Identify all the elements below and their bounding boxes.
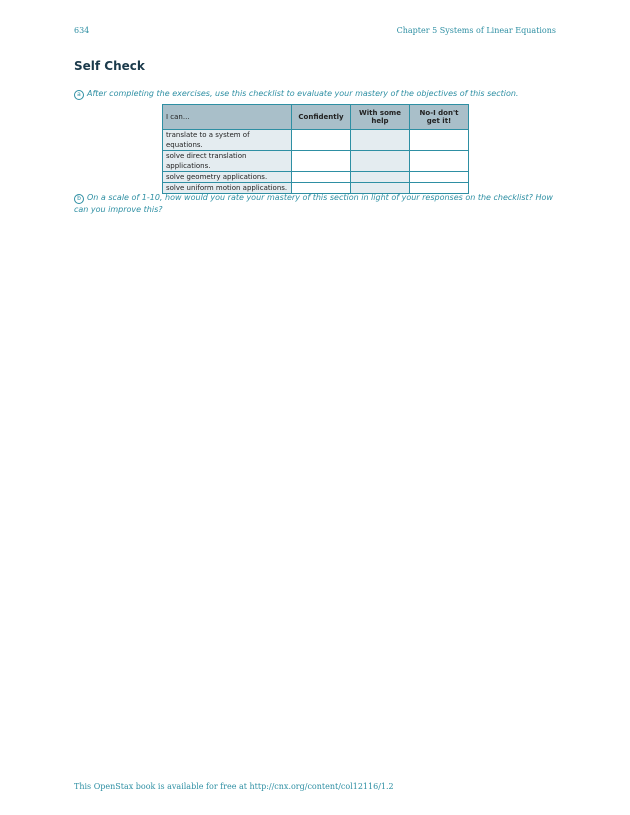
footer-note: This OpenStax book is available for free at http://cnx.org/content/col12116/1.2 <box>74 782 394 791</box>
confidently-cell[interactable] <box>292 130 351 151</box>
self-check-table <box>162 104 469 194</box>
with-some-help-cell[interactable] <box>351 151 410 172</box>
table-row <box>163 172 469 183</box>
prompt-b <box>74 192 558 215</box>
confidently-cell[interactable] <box>292 172 351 183</box>
circle-a-icon: a <box>74 90 84 100</box>
chapter-title: Chapter 5 Systems of Linear Equations <box>396 26 556 35</box>
page-number: 634 <box>74 26 90 35</box>
table-row <box>163 130 469 151</box>
dont-get-it-cell[interactable] <box>410 130 469 151</box>
row-label: translate to a system of equations. <box>163 130 292 151</box>
row-label: solve direct translation applications. <box>163 151 292 172</box>
table-header-row <box>163 105 469 130</box>
row-label: solve uniform motion applications. <box>163 183 292 194</box>
with-some-help-cell[interactable] <box>351 172 410 183</box>
section-title: Self Check <box>74 59 145 73</box>
header-i-can: I can... <box>163 105 292 130</box>
prompt-a <box>74 88 558 100</box>
table-row <box>163 151 469 172</box>
row-label: solve geometry applications. <box>163 172 292 183</box>
dont-get-it-cell[interactable] <box>410 151 469 172</box>
confidently-cell[interactable] <box>292 151 351 172</box>
header-confidently: Confidently <box>292 105 351 130</box>
circle-b-icon: b <box>74 194 84 204</box>
header-with-some-help: With some help <box>351 105 410 130</box>
prompt-b-text: On a scale of 1-10, how would you rate your mastery of this section in light of your responses on the checklist? How can you improve this? <box>74 193 553 214</box>
prompt-a-text: After completing the exercises, use this checklist to evaluate your mastery of the objectives of this section. <box>87 89 519 98</box>
header-no-dont-get-it: No-I don't get it! <box>410 105 469 130</box>
dont-get-it-cell[interactable] <box>410 172 469 183</box>
with-some-help-cell[interactable] <box>351 130 410 151</box>
